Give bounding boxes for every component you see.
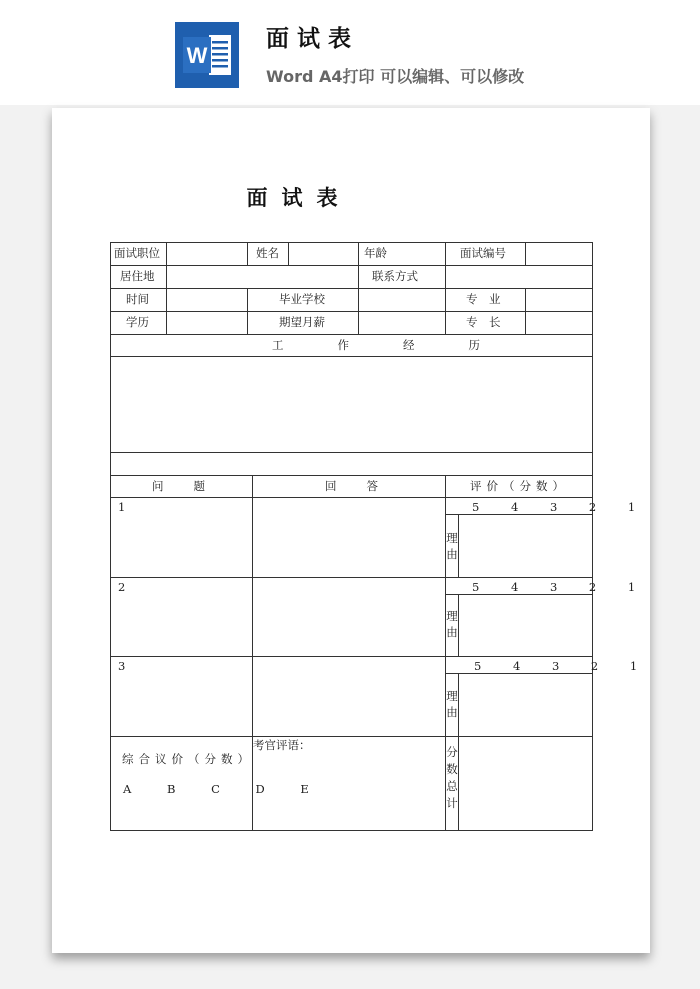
label-contact: 联系方式 — [372, 269, 418, 283]
question-number-2: 2 — [118, 580, 126, 594]
document-title: 面试表 — [246, 185, 352, 210]
total-score-label: 分数总计 — [446, 745, 458, 810]
reason-label-1: 理由 — [446, 531, 458, 561]
column-answer: 回答 — [325, 479, 408, 493]
label-school: 毕业学校 — [279, 292, 325, 306]
question-number-3: 3 — [118, 659, 126, 673]
overall-evaluation-label: 综合议价（分数） — [122, 752, 254, 766]
banner-title: 面试表 — [266, 26, 359, 52]
grade-options: A B C D E — [123, 782, 325, 796]
label-age: 年龄 — [364, 246, 387, 260]
label-time: 时间 — [126, 292, 149, 306]
reason-label-2: 理由 — [446, 609, 458, 639]
question-number-1: 1 — [118, 500, 126, 514]
label-position: 面试职位 — [114, 246, 160, 260]
word-icon-letter: W — [186, 43, 208, 68]
section-work-experience: 工作经历 — [272, 338, 534, 352]
label-name: 姓名 — [256, 246, 279, 260]
column-evaluation: 评价（分数） — [470, 479, 569, 493]
reason-label-3: 理由 — [446, 689, 458, 719]
label-residence: 居住地 — [120, 269, 155, 283]
label-interview-no: 面试编号 — [460, 246, 506, 260]
label-salary: 期望月薪 — [279, 315, 325, 329]
label-education: 学历 — [126, 315, 149, 329]
score-scale-1: 5 4 3 2 1 — [472, 500, 650, 514]
label-specialty: 专 长 — [466, 315, 501, 329]
label-major: 专 业 — [466, 292, 501, 306]
banner-subtitle: Word A4打印 可以编辑、可以修改 — [266, 67, 525, 86]
score-scale-3: 5 4 3 2 1 — [474, 659, 652, 673]
column-question: 问题 — [152, 479, 235, 493]
score-scale-2: 5 4 3 2 1 — [472, 580, 650, 594]
interviewer-comment-label: 考官评语： — [253, 738, 311, 752]
